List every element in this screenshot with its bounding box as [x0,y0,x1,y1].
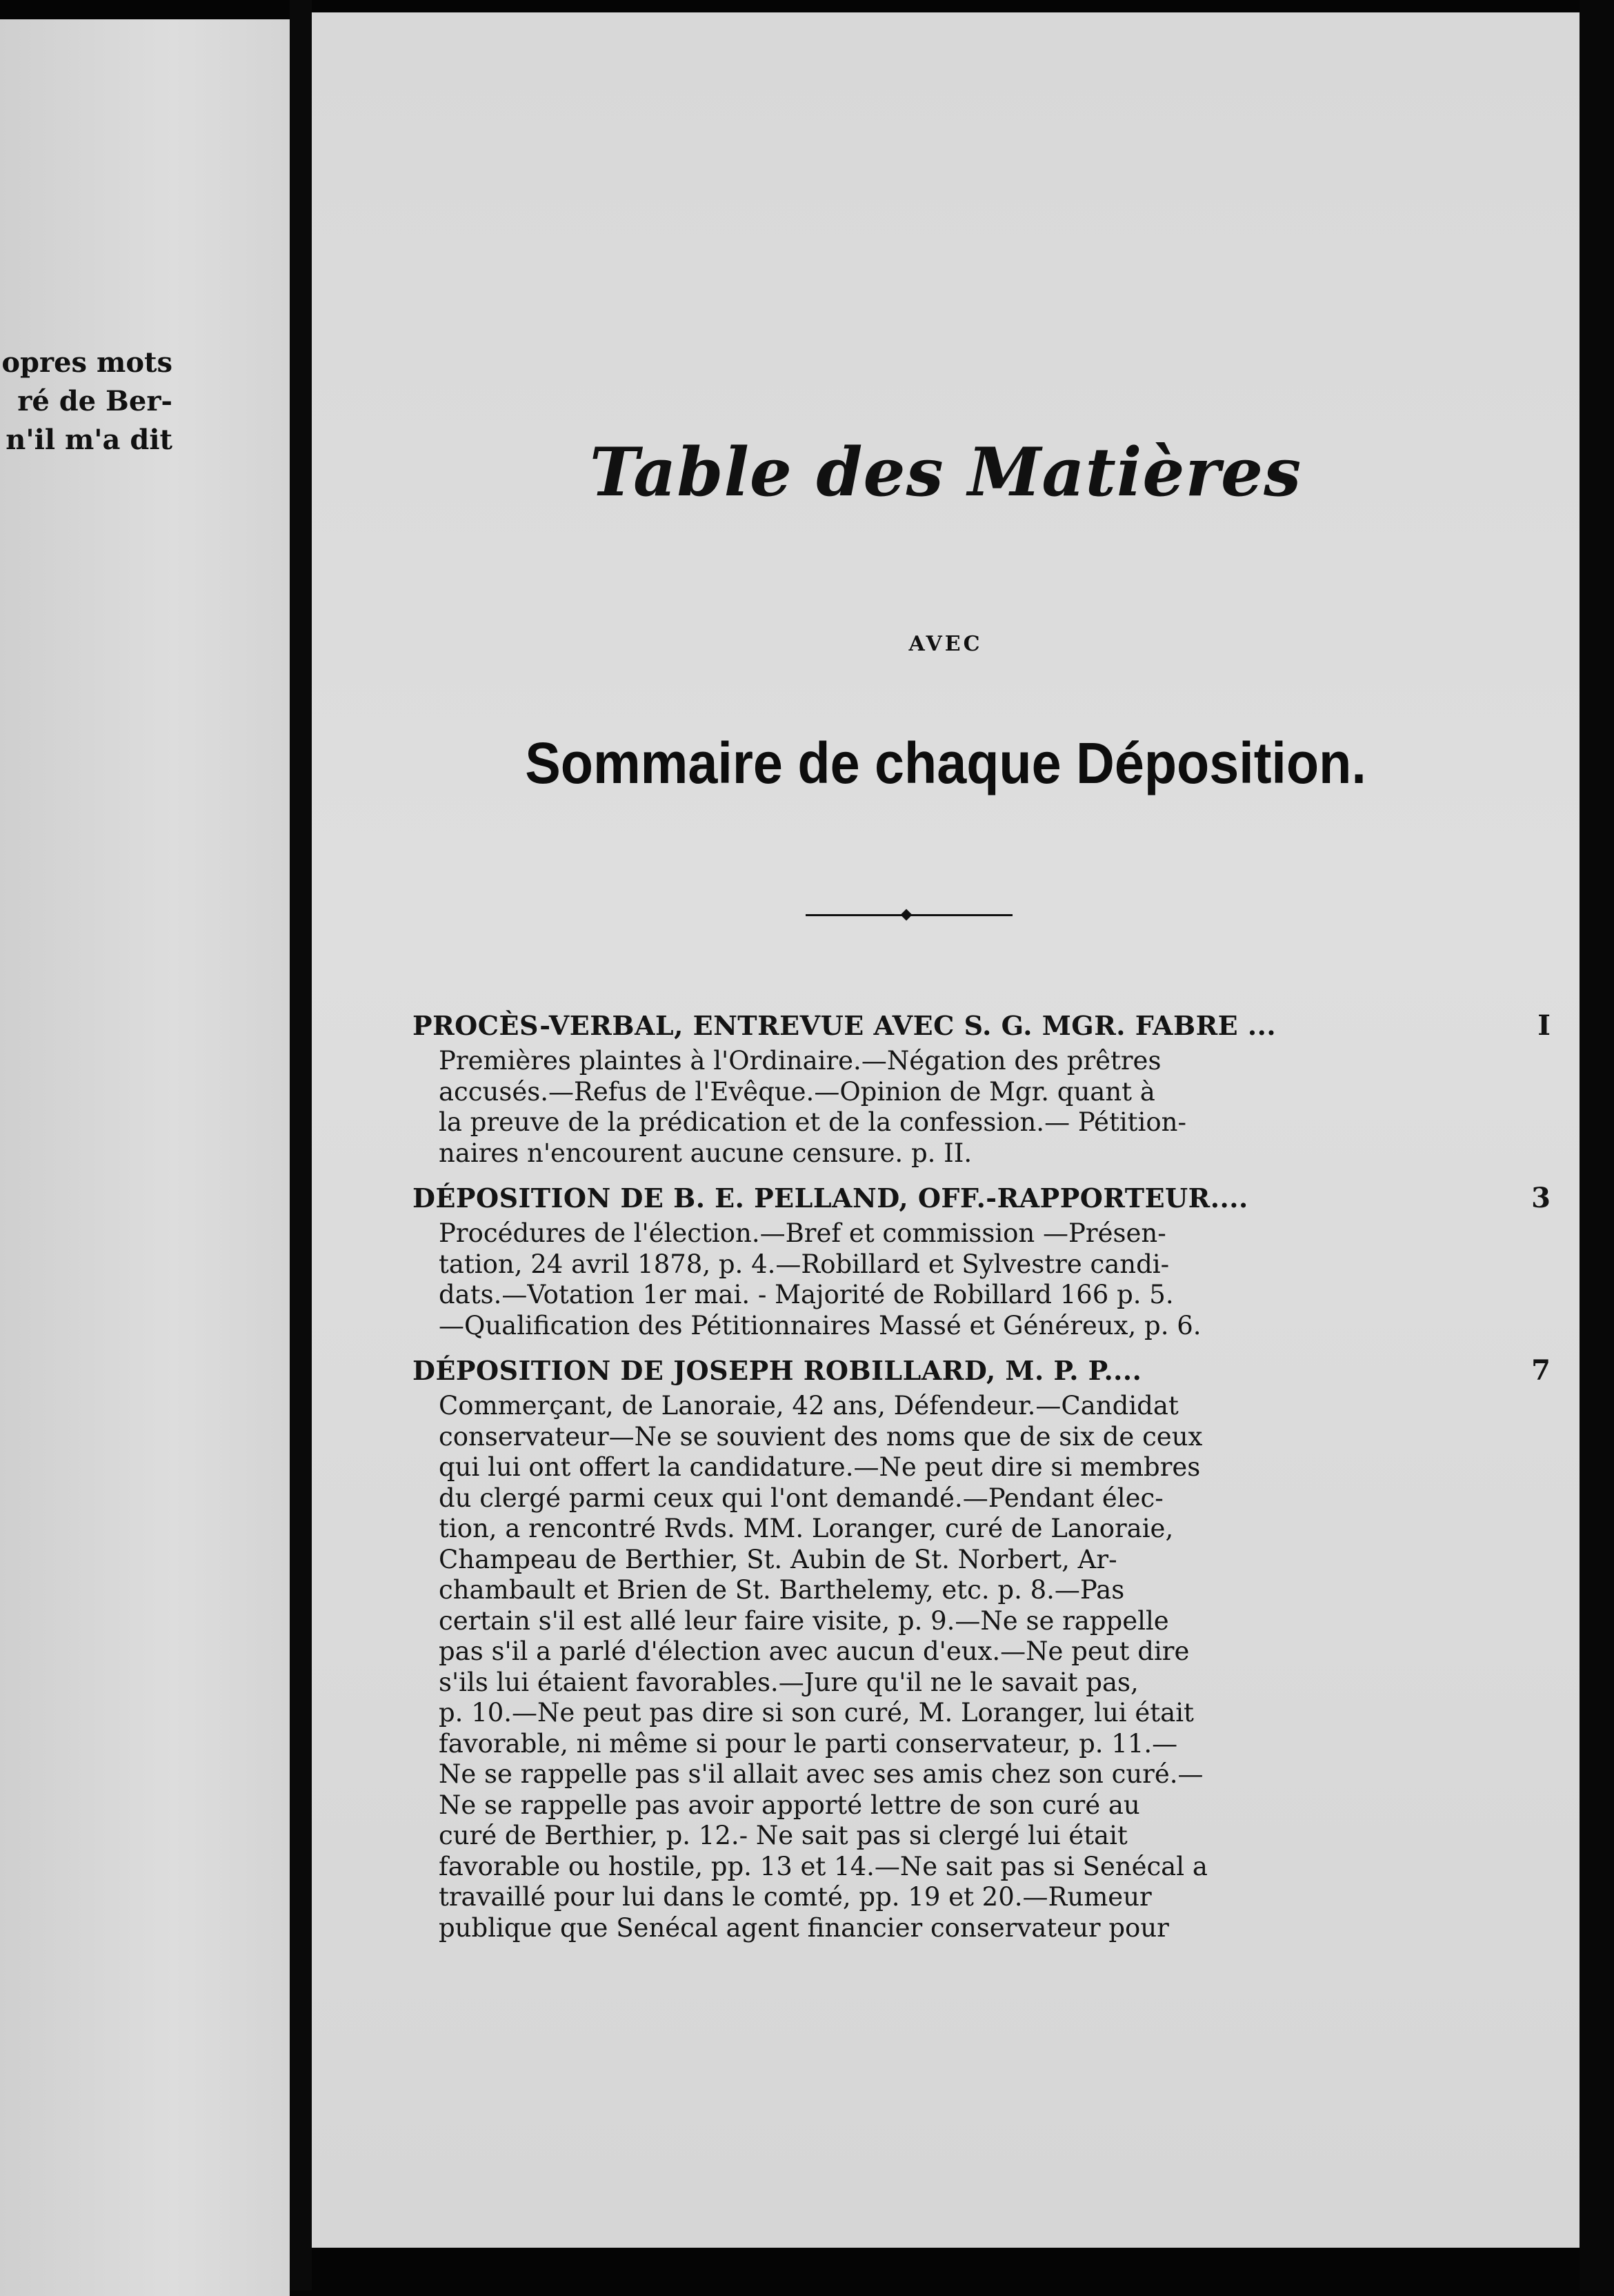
summary-line: qui lui ont offert la candidature.—Ne peut dire si membres [439,1452,1201,1482]
summary-line: pas s'il a parlé d'élection avec aucun d'eux.—Ne peut dire [439,1636,1190,1666]
summary-line: tation, 24 avril 1878, p. 4.—Robillard et Sylvestre candi- [439,1249,1170,1279]
summary-line: curé de Berthier, p. 12.- Ne sait pas si clergé lui était [439,1821,1128,1850]
left-page-fragment [0,19,290,2296]
summary-line: —Qualification des Pétitionnaires Massé et Généreux, p. 6. [439,1310,1202,1340]
toc-entry-page-number: 7 [1531,1354,1551,1387]
summary-line: Premières plaintes à l'Ordinaire.—Négation des prêtres [439,1046,1162,1076]
summary-line: tion, a rencontré Rvds. MM. Loranger, curé de Lanoraie, [439,1514,1174,1543]
left-fragment-line: n'il m'a dit [6,424,172,456]
toc-entry-header [412,1178,1551,1218]
toc-entry-header [412,1351,1551,1391]
summary-line: publique que Senécal agent financier conservateur pour [439,1912,1169,1943]
book-gutter [290,0,312,2290]
toc-entries [412,1006,1551,1953]
page-title: Table des Matières [589,433,1302,511]
summary-line: favorable ou hostile, pp. 13 et 14.—Ne sait pas si Senécal a [439,1851,1208,1881]
summary-line: chambault et Brien de St. Barthelemy, etc. p. 8.—Pas [439,1575,1125,1605]
toc-entry [412,1178,1551,1341]
left-page-text [0,344,172,459]
toc-entry-page-number: I [1537,1009,1551,1042]
toc-entry-summary [439,1391,1371,1943]
title-connector: AVEC [908,632,983,656]
divider-ornament [806,911,1013,919]
toc-entry-summary [439,1046,1371,1169]
summary-line: Ne se rappelle pas s'il allait avec ses amis chez son curé.— [439,1759,1204,1789]
summary-line: Commerçant, de Lanoraie, 42 ans, Défendeur.—Candidat [439,1391,1179,1421]
summary-line: travaillé pour lui dans le comté, pp. 19 et 20.—Rumeur [439,1882,1152,1912]
summary-line: p. 10.—Ne peut pas dire si son curé, M. Loranger, lui était [439,1698,1194,1728]
toc-entry-page-number: 3 [1531,1182,1551,1214]
summary-line: accusés.—Refus de l'Evêque.—Opinion de Mgr. quant à [439,1076,1155,1107]
summary-line: la preuve de la prédication et de la confession.— Pétition- [439,1107,1186,1137]
summary-line: Champeau de Berthier, St. Aubin de St. Norbert, Ar- [439,1544,1117,1574]
table-of-contents-page [312,12,1580,2248]
page-edge-shadow [1580,0,1614,2290]
summary-line: conservateur—Ne se souvient des noms que de six de ceux [439,1421,1203,1452]
summary-line: favorable, ni même si pour le parti conservateur, p. 11.— [439,1728,1178,1759]
summary-line: naires n'encourent aucune censure. p. II. [439,1138,973,1168]
page-subtitle: Sommaire de chaque Déposition. [525,731,1366,795]
toc-entry-header [412,1006,1551,1046]
summary-line: certain s'il est allé leur faire visite, p. 9.—Ne se rappelle [439,1605,1169,1636]
summary-line: Procédures de l'élection.—Bref et commission —Présen- [439,1218,1166,1248]
left-fragment-line: ré de Ber- [17,385,172,417]
toc-entry-heading: DÉPOSITION DE JOSEPH ROBILLARD, M. P. P.... [412,1355,1142,1386]
summary-line: s'ils lui étaient favorables.—Jure qu'il ne le savait pas, [439,1667,1139,1697]
toc-entry [412,1351,1551,1943]
toc-entry-heading: PROCÈS-VERBAL, ENTREVUE AVEC S. G. MGR. FABRE ... [412,1010,1277,1041]
summary-line: dats.—Votation 1er mai. - Majorité de Robillard 166 p. 5. [439,1280,1174,1309]
summary-line: du clergé parmi ceux qui l'ont demandé.—Pendant élec- [439,1483,1164,1513]
left-fragment-line: opres mots [1,346,172,379]
toc-entry-heading: DÉPOSITION DE B. E. PELLAND, OFF.-RAPPORTEUR.... [412,1182,1248,1214]
toc-entry [412,1006,1551,1169]
toc-entry-summary [439,1218,1371,1341]
diamond-ornament-icon [901,909,913,921]
summary-line: Ne se rappelle pas avoir apporté lettre de son curé au [439,1790,1140,1820]
